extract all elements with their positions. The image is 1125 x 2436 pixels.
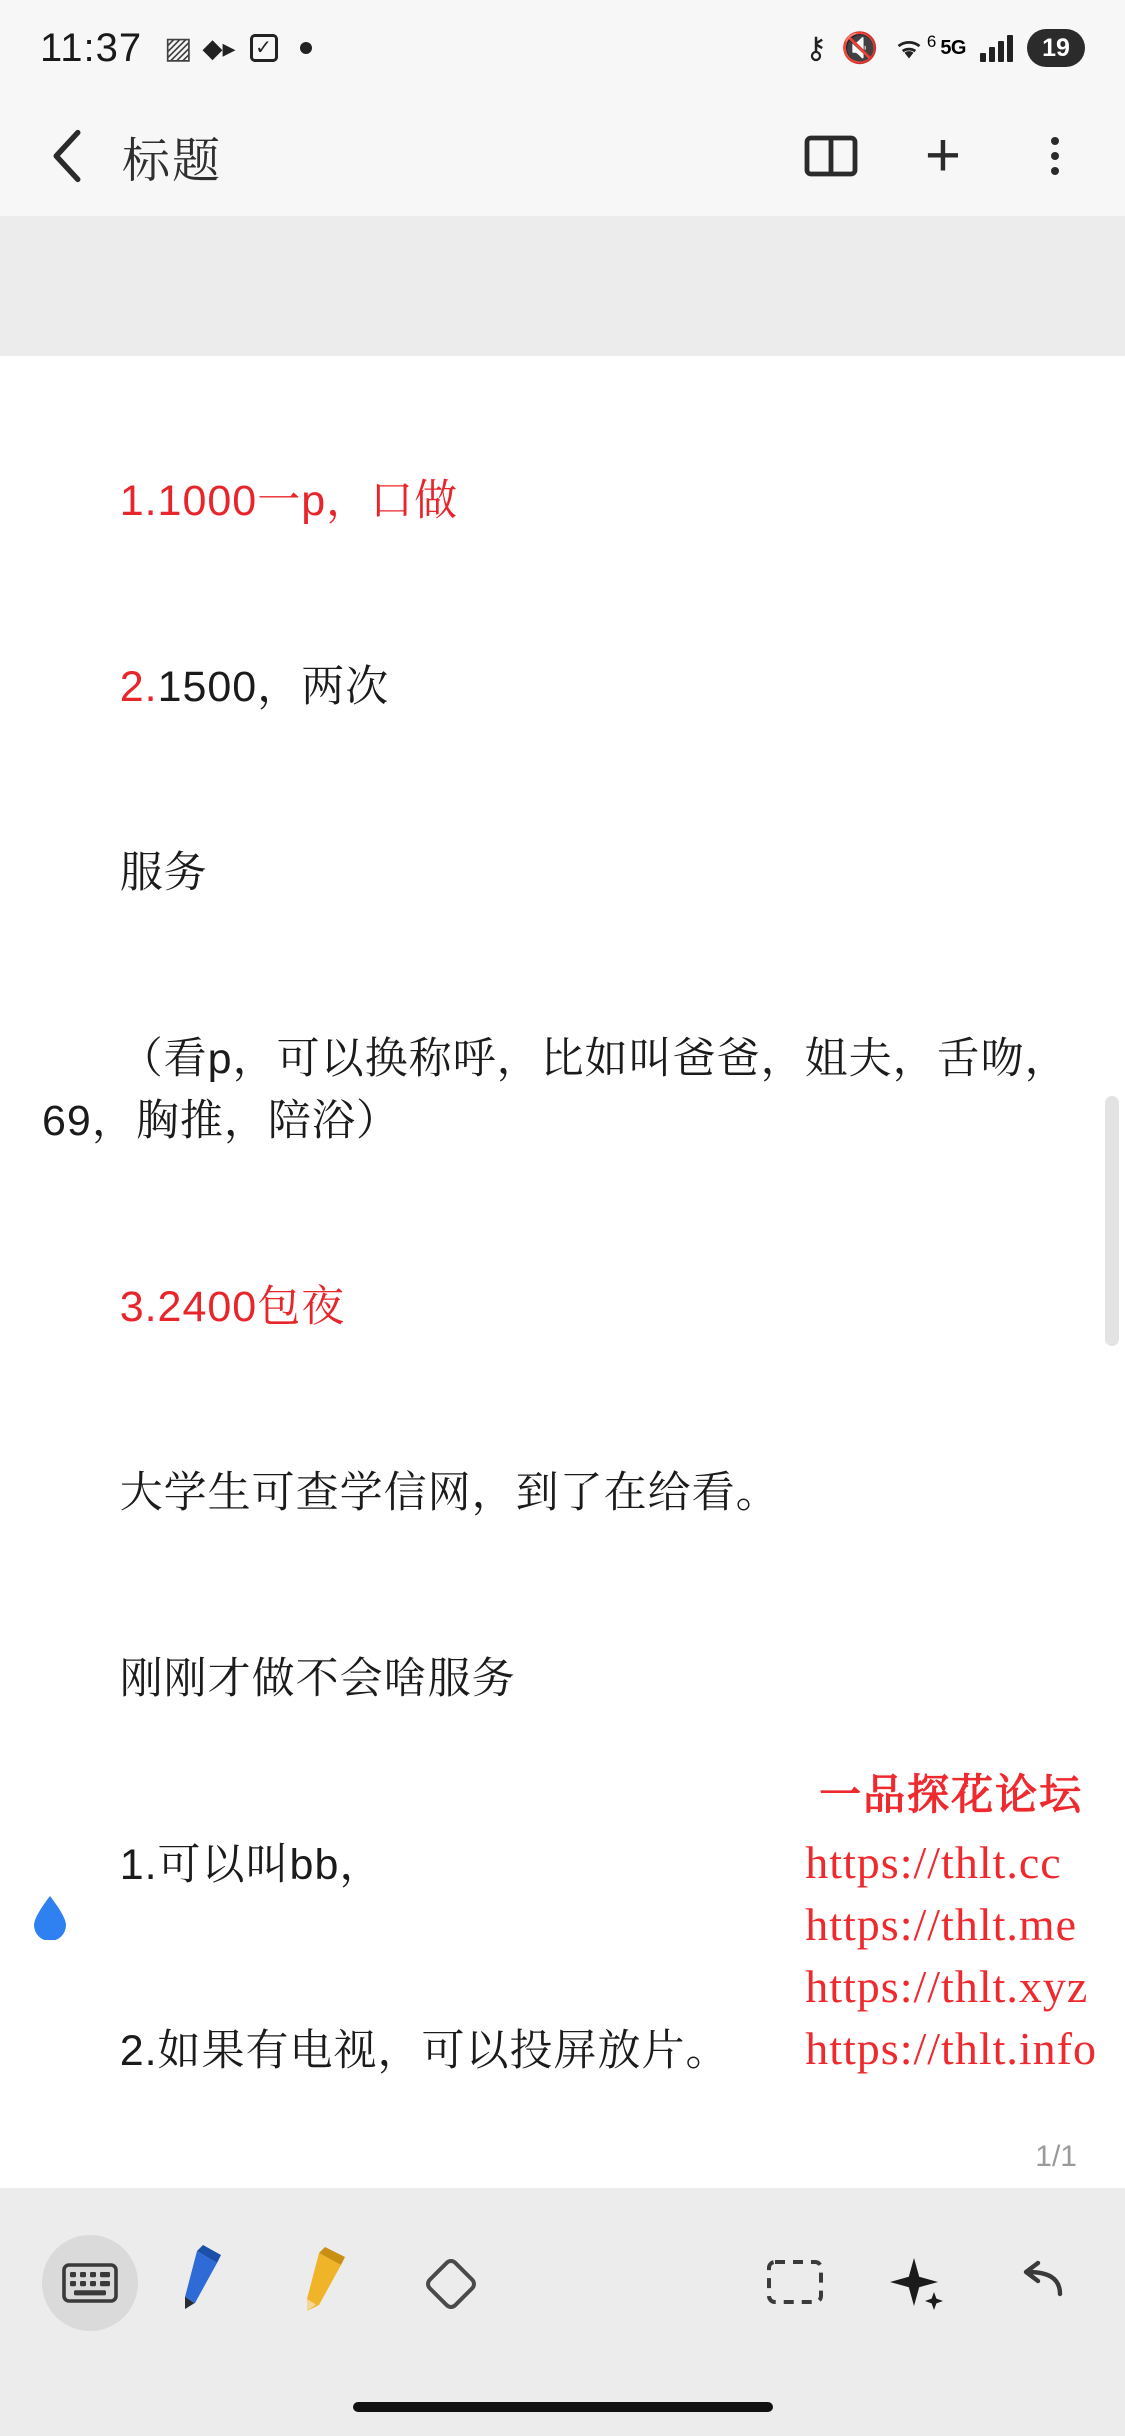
page-title: 标题 [122,134,223,188]
status-time: 11:37 [40,25,143,70]
note-line-2-text: 1500，两次 [157,663,390,711]
status-right-icons [805,29,1085,67]
note-line [42,408,1083,594]
toolbar-gap-band [0,216,1125,356]
note-line [42,2144,1083,2188]
diamond-icon: ◆▸ [202,32,236,63]
note-line-6-text: 大学生可查学信网，到了在给看。 [119,1469,780,1517]
note-canvas[interactable] [0,356,1125,2188]
watermark-url: https://thlt.me [805,1899,1078,1950]
note-line-1-text: 一p，口做 [257,477,459,525]
wifi-generation-badge: 6 [926,32,937,51]
ai-sparkle-tool[interactable] [855,2228,975,2338]
hash-icon: ▨ [164,31,189,65]
lasso-select-tool[interactable] [735,2228,855,2338]
note-line-8-text: 1.可以叫bb， [119,1841,384,1889]
note-line [42,780,1083,966]
note-line [42,1214,1083,1400]
5g-icon: 5G [940,36,966,59]
wifi-icon [892,32,937,62]
note-line [42,966,1083,1214]
undo-tool[interactable] [975,2228,1095,2338]
note-line-3-text: 服务 [119,849,208,897]
pen-tool[interactable] [150,2228,270,2338]
watermark-url: https://thlt.cc [805,1837,1062,1888]
app-bar-actions [801,121,1085,190]
mute-icon: 🔇 [840,31,879,65]
note-line [42,1772,1083,1958]
watermark-url: https://thlt.xyz [805,1961,1089,2012]
dot-icon [300,42,312,54]
note-line [42,594,1083,780]
reading-mode-icon[interactable] [801,126,861,186]
water-droplet-icon [30,1894,70,1940]
note-line-1-num: 1.1000 [119,477,258,525]
more-options-icon[interactable] [1025,126,1085,186]
home-indicator[interactable] [353,2402,773,2412]
battery-indicator: 19 [1027,29,1085,67]
vpn-key-icon: ⚷ [804,31,827,65]
note-line-4-text: （看p，可以换称呼，比如叫爸爸，姐夫，舌吻，69，胸推，陪浴） [42,1035,1069,1145]
app-bar [0,96,1125,216]
checkbox-icon: ✓ [250,34,278,62]
status-bar [0,0,1125,96]
watermark-url: https://thlt.info [805,2023,1097,2074]
note-line [42,1958,1083,2144]
signal-bars-icon [980,34,1013,62]
eraser-tool[interactable] [390,2228,510,2338]
status-left-icons [164,31,311,66]
highlighter-tool[interactable] [270,2228,390,2338]
note-line [42,1586,1083,1772]
vertical-scrollbar[interactable] [1105,1096,1119,1346]
system-navigation-bar [0,2378,1125,2436]
note-line [42,1400,1083,1586]
back-chevron-icon[interactable] [40,129,94,183]
watermark-title: 一品探花论坛 [819,1771,1084,1818]
note-line-9-text: 2.如果有电视，可以投屏放片。 [119,2027,730,2075]
note-line-7-text: 刚刚才做不会啥服务 [119,1655,516,1703]
note-line-5-text: 3.2400包夜 [119,1283,346,1331]
drawing-toolbar [0,2188,1125,2378]
note-line-2-num: 2. [119,663,158,711]
page-count-label: 1/1 [1035,2140,1077,2173]
add-icon[interactable]: + [924,121,962,190]
keyboard-tool[interactable] [30,2228,150,2338]
